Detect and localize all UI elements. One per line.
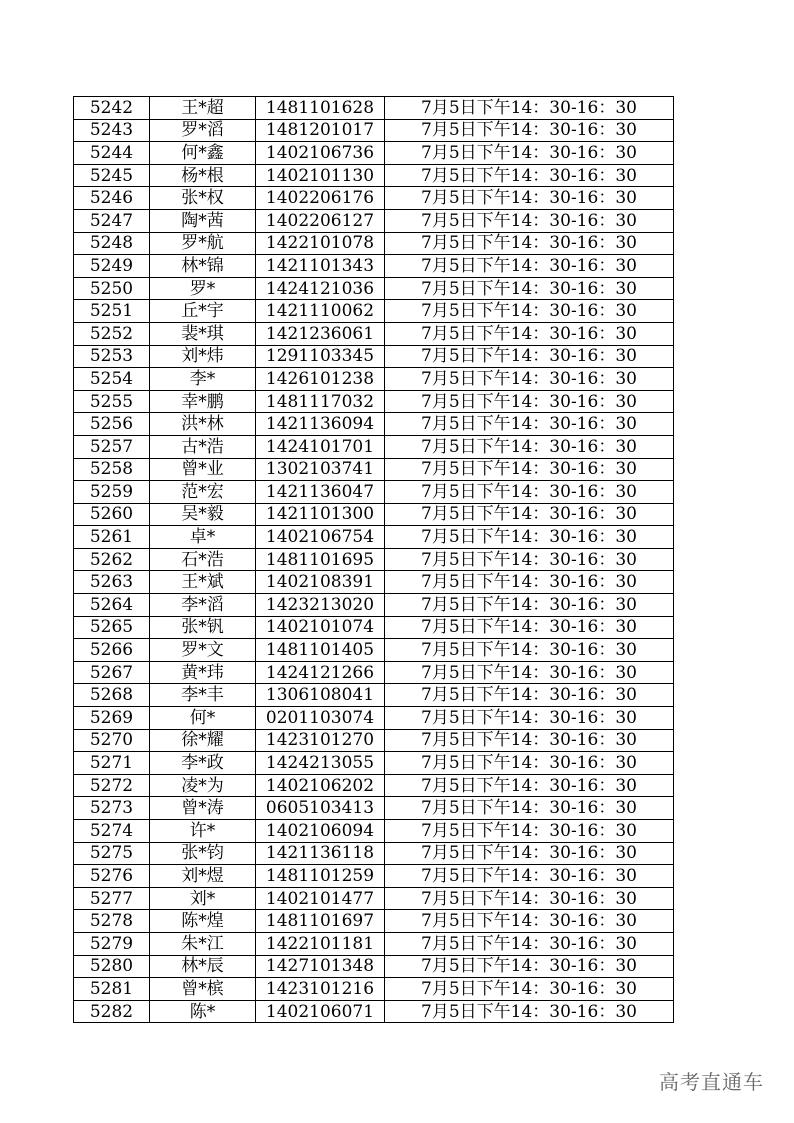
table-row [74,594,674,617]
name-cell: 朱*江 [150,932,256,955]
table-row [74,503,674,526]
name-cell: 古*浩 [150,435,256,458]
name-cell: 林*锦 [150,255,256,278]
name-cell: 李*政 [150,752,256,775]
table-row [74,752,674,775]
time-cell: 7月5日下午14：30-16：30 [385,955,674,978]
table-row [74,97,674,120]
time-cell: 7月5日下午14：30-16：30 [385,435,674,458]
table-row [74,932,674,955]
id-cell: 1481101259 [256,865,385,888]
name-cell: 陈*煌 [150,910,256,933]
id-cell: 1421136094 [256,413,385,436]
seq-cell: 5252 [74,322,150,345]
seq-cell: 5250 [74,277,150,300]
seq-cell: 5256 [74,413,150,436]
seq-cell: 5249 [74,255,150,278]
time-cell: 7月5日下午14：30-16：30 [385,390,674,413]
name-cell: 曾*槟 [150,978,256,1001]
table-row [74,119,674,142]
seq-cell: 5257 [74,435,150,458]
name-cell: 李*丰 [150,684,256,707]
table-row [74,300,674,323]
seq-cell: 5262 [74,548,150,571]
seq-cell: 5243 [74,119,150,142]
table-row [74,322,674,345]
time-cell: 7月5日下午14：30-16：30 [385,729,674,752]
seq-cell: 5280 [74,955,150,978]
id-cell: 1481101628 [256,97,385,120]
name-cell: 陶*茜 [150,209,256,232]
seq-cell: 5253 [74,345,150,368]
seq-cell: 5246 [74,187,150,210]
time-cell: 7月5日下午14：30-16：30 [385,571,674,594]
seq-cell: 5269 [74,707,150,730]
time-cell: 7月5日下午14：30-16：30 [385,526,674,549]
table-row [74,232,674,255]
id-cell: 1481117032 [256,390,385,413]
table-row [74,842,674,865]
name-cell: 黄*玮 [150,661,256,684]
id-cell: 1421101343 [256,255,385,278]
seq-cell: 5281 [74,978,150,1001]
seq-cell: 5268 [74,684,150,707]
time-cell: 7月5日下午14：30-16：30 [385,820,674,843]
table-row [74,865,674,888]
id-cell: 1423101216 [256,978,385,1001]
id-cell: 0605103413 [256,797,385,820]
time-cell: 7月5日下午14：30-16：30 [385,661,674,684]
id-cell: 1421136118 [256,842,385,865]
name-cell: 石*浩 [150,548,256,571]
name-cell: 罗*航 [150,232,256,255]
table-row [74,955,674,978]
seq-cell: 5254 [74,368,150,391]
table-row [74,684,674,707]
time-cell: 7月5日下午14：30-16：30 [385,142,674,165]
time-cell: 7月5日下午14：30-16：30 [385,594,674,617]
id-cell: 1421136047 [256,481,385,504]
time-cell: 7月5日下午14：30-16：30 [385,910,674,933]
name-cell: 吴*毅 [150,503,256,526]
id-cell: 1481101697 [256,910,385,933]
seq-cell: 5258 [74,458,150,481]
seq-cell: 5265 [74,616,150,639]
seq-cell: 5282 [74,1000,150,1023]
time-cell: 7月5日下午14：30-16：30 [385,322,674,345]
table-row [74,978,674,1001]
table-row [74,526,674,549]
seq-cell: 5276 [74,865,150,888]
table-row [74,774,674,797]
time-cell: 7月5日下午14：30-16：30 [385,368,674,391]
time-cell: 7月5日下午14：30-16：30 [385,548,674,571]
name-cell: 许* [150,820,256,843]
seq-cell: 5278 [74,910,150,933]
name-cell: 张*钒 [150,616,256,639]
time-cell: 7月5日下午14：30-16：30 [385,503,674,526]
seq-cell: 5255 [74,390,150,413]
name-cell: 曾*业 [150,458,256,481]
time-cell: 7月5日下午14：30-16：30 [385,842,674,865]
seq-cell: 5263 [74,571,150,594]
id-cell: 1421101300 [256,503,385,526]
seq-cell: 5245 [74,164,150,187]
table-row [74,209,674,232]
time-cell: 7月5日下午14：30-16：30 [385,277,674,300]
table-row [74,390,674,413]
time-cell: 7月5日下午14：30-16：30 [385,458,674,481]
time-cell: 7月5日下午14：30-16：30 [385,119,674,142]
table-row [74,345,674,368]
seq-cell: 5271 [74,752,150,775]
seq-cell: 5247 [74,209,150,232]
time-cell: 7月5日下午14：30-16：30 [385,774,674,797]
name-cell: 罗*滔 [150,119,256,142]
time-cell: 7月5日下午14：30-16：30 [385,616,674,639]
table-row [74,277,674,300]
seq-cell: 5270 [74,729,150,752]
table-row [74,707,674,730]
table-row [74,1000,674,1023]
table-row [74,616,674,639]
name-cell: 陈* [150,1000,256,1023]
id-cell: 1402206176 [256,187,385,210]
seq-cell: 5242 [74,97,150,120]
id-cell: 1424101701 [256,435,385,458]
time-cell: 7月5日下午14：30-16：30 [385,639,674,662]
name-cell: 何* [150,707,256,730]
seq-cell: 5248 [74,232,150,255]
name-cell: 李* [150,368,256,391]
seq-cell: 5266 [74,639,150,662]
seq-cell: 5277 [74,887,150,910]
time-cell: 7月5日下午14：30-16：30 [385,932,674,955]
id-cell: 1424121266 [256,661,385,684]
table-row [74,368,674,391]
id-cell: 1422101078 [256,232,385,255]
seq-cell: 5264 [74,594,150,617]
id-cell: 1402206127 [256,209,385,232]
id-cell: 1423101270 [256,729,385,752]
roster-table [73,96,674,1023]
time-cell: 7月5日下午14：30-16：30 [385,752,674,775]
id-cell: 1424121036 [256,277,385,300]
table-row [74,797,674,820]
name-cell: 刘*炜 [150,345,256,368]
name-cell: 罗*文 [150,639,256,662]
table-row [74,571,674,594]
id-cell: 1402106736 [256,142,385,165]
name-cell: 曾*涛 [150,797,256,820]
table-row [74,142,674,165]
name-cell: 李*滔 [150,594,256,617]
time-cell: 7月5日下午14：30-16：30 [385,187,674,210]
seq-cell: 5244 [74,142,150,165]
time-cell: 7月5日下午14：30-16：30 [385,164,674,187]
table-row [74,481,674,504]
time-cell: 7月5日下午14：30-16：30 [385,707,674,730]
name-cell: 王*超 [150,97,256,120]
name-cell: 洪*林 [150,413,256,436]
id-cell: 1481101405 [256,639,385,662]
id-cell: 1402108391 [256,571,385,594]
time-cell: 7月5日下午14：30-16：30 [385,481,674,504]
name-cell: 何*鑫 [150,142,256,165]
time-cell: 7月5日下午14：30-16：30 [385,684,674,707]
table-row [74,187,674,210]
seq-cell: 5267 [74,661,150,684]
seq-cell: 5279 [74,932,150,955]
id-cell: 1424213055 [256,752,385,775]
id-cell: 1402101130 [256,164,385,187]
name-cell: 卓* [150,526,256,549]
table-row [74,887,674,910]
table-row [74,729,674,752]
name-cell: 王*斌 [150,571,256,594]
name-cell: 凌*为 [150,774,256,797]
seq-cell: 5251 [74,300,150,323]
id-cell: 1481101695 [256,548,385,571]
time-cell: 7月5日下午14：30-16：30 [385,1000,674,1023]
name-cell: 张*权 [150,187,256,210]
id-cell: 1427101348 [256,955,385,978]
id-cell: 1422101181 [256,932,385,955]
time-cell: 7月5日下午14：30-16：30 [385,300,674,323]
name-cell: 杨*根 [150,164,256,187]
name-cell: 幸*鹏 [150,390,256,413]
id-cell: 1426101238 [256,368,385,391]
table-row [74,458,674,481]
id-cell: 1302103741 [256,458,385,481]
table-row [74,661,674,684]
time-cell: 7月5日下午14：30-16：30 [385,97,674,120]
seq-cell: 5275 [74,842,150,865]
time-cell: 7月5日下午14：30-16：30 [385,978,674,1001]
seq-cell: 5273 [74,797,150,820]
name-cell: 罗* [150,277,256,300]
id-cell: 1421110062 [256,300,385,323]
seq-cell: 5274 [74,820,150,843]
seq-cell: 5259 [74,481,150,504]
id-cell: 1402101074 [256,616,385,639]
name-cell: 刘*煜 [150,865,256,888]
name-cell: 范*宏 [150,481,256,504]
seq-cell: 5272 [74,774,150,797]
id-cell: 1402106202 [256,774,385,797]
id-cell: 1423213020 [256,594,385,617]
table-row [74,255,674,278]
time-cell: 7月5日下午14：30-16：30 [385,797,674,820]
watermark-text: 高考直通车 [659,1070,764,1094]
table-row [74,413,674,436]
table-row [74,548,674,571]
table-row [74,435,674,458]
id-cell: 0201103074 [256,707,385,730]
name-cell: 张*钧 [150,842,256,865]
id-cell: 1402106094 [256,820,385,843]
seq-cell: 5261 [74,526,150,549]
time-cell: 7月5日下午14：30-16：30 [385,209,674,232]
id-cell: 1402101477 [256,887,385,910]
table-row [74,910,674,933]
roster-table-body [74,97,674,1023]
name-cell: 裴*琪 [150,322,256,345]
id-cell: 1402106754 [256,526,385,549]
table-row [74,639,674,662]
id-cell: 1402106071 [256,1000,385,1023]
time-cell: 7月5日下午14：30-16：30 [385,865,674,888]
time-cell: 7月5日下午14：30-16：30 [385,413,674,436]
name-cell: 林*辰 [150,955,256,978]
seq-cell: 5260 [74,503,150,526]
table-row [74,820,674,843]
name-cell: 徐*耀 [150,729,256,752]
id-cell: 1306108041 [256,684,385,707]
time-cell: 7月5日下午14：30-16：30 [385,887,674,910]
name-cell: 刘* [150,887,256,910]
time-cell: 7月5日下午14：30-16：30 [385,232,674,255]
id-cell: 1421236061 [256,322,385,345]
table-row [74,164,674,187]
id-cell: 1291103345 [256,345,385,368]
name-cell: 丘*宇 [150,300,256,323]
time-cell: 7月5日下午14：30-16：30 [385,345,674,368]
id-cell: 1481201017 [256,119,385,142]
time-cell: 7月5日下午14：30-16：30 [385,255,674,278]
